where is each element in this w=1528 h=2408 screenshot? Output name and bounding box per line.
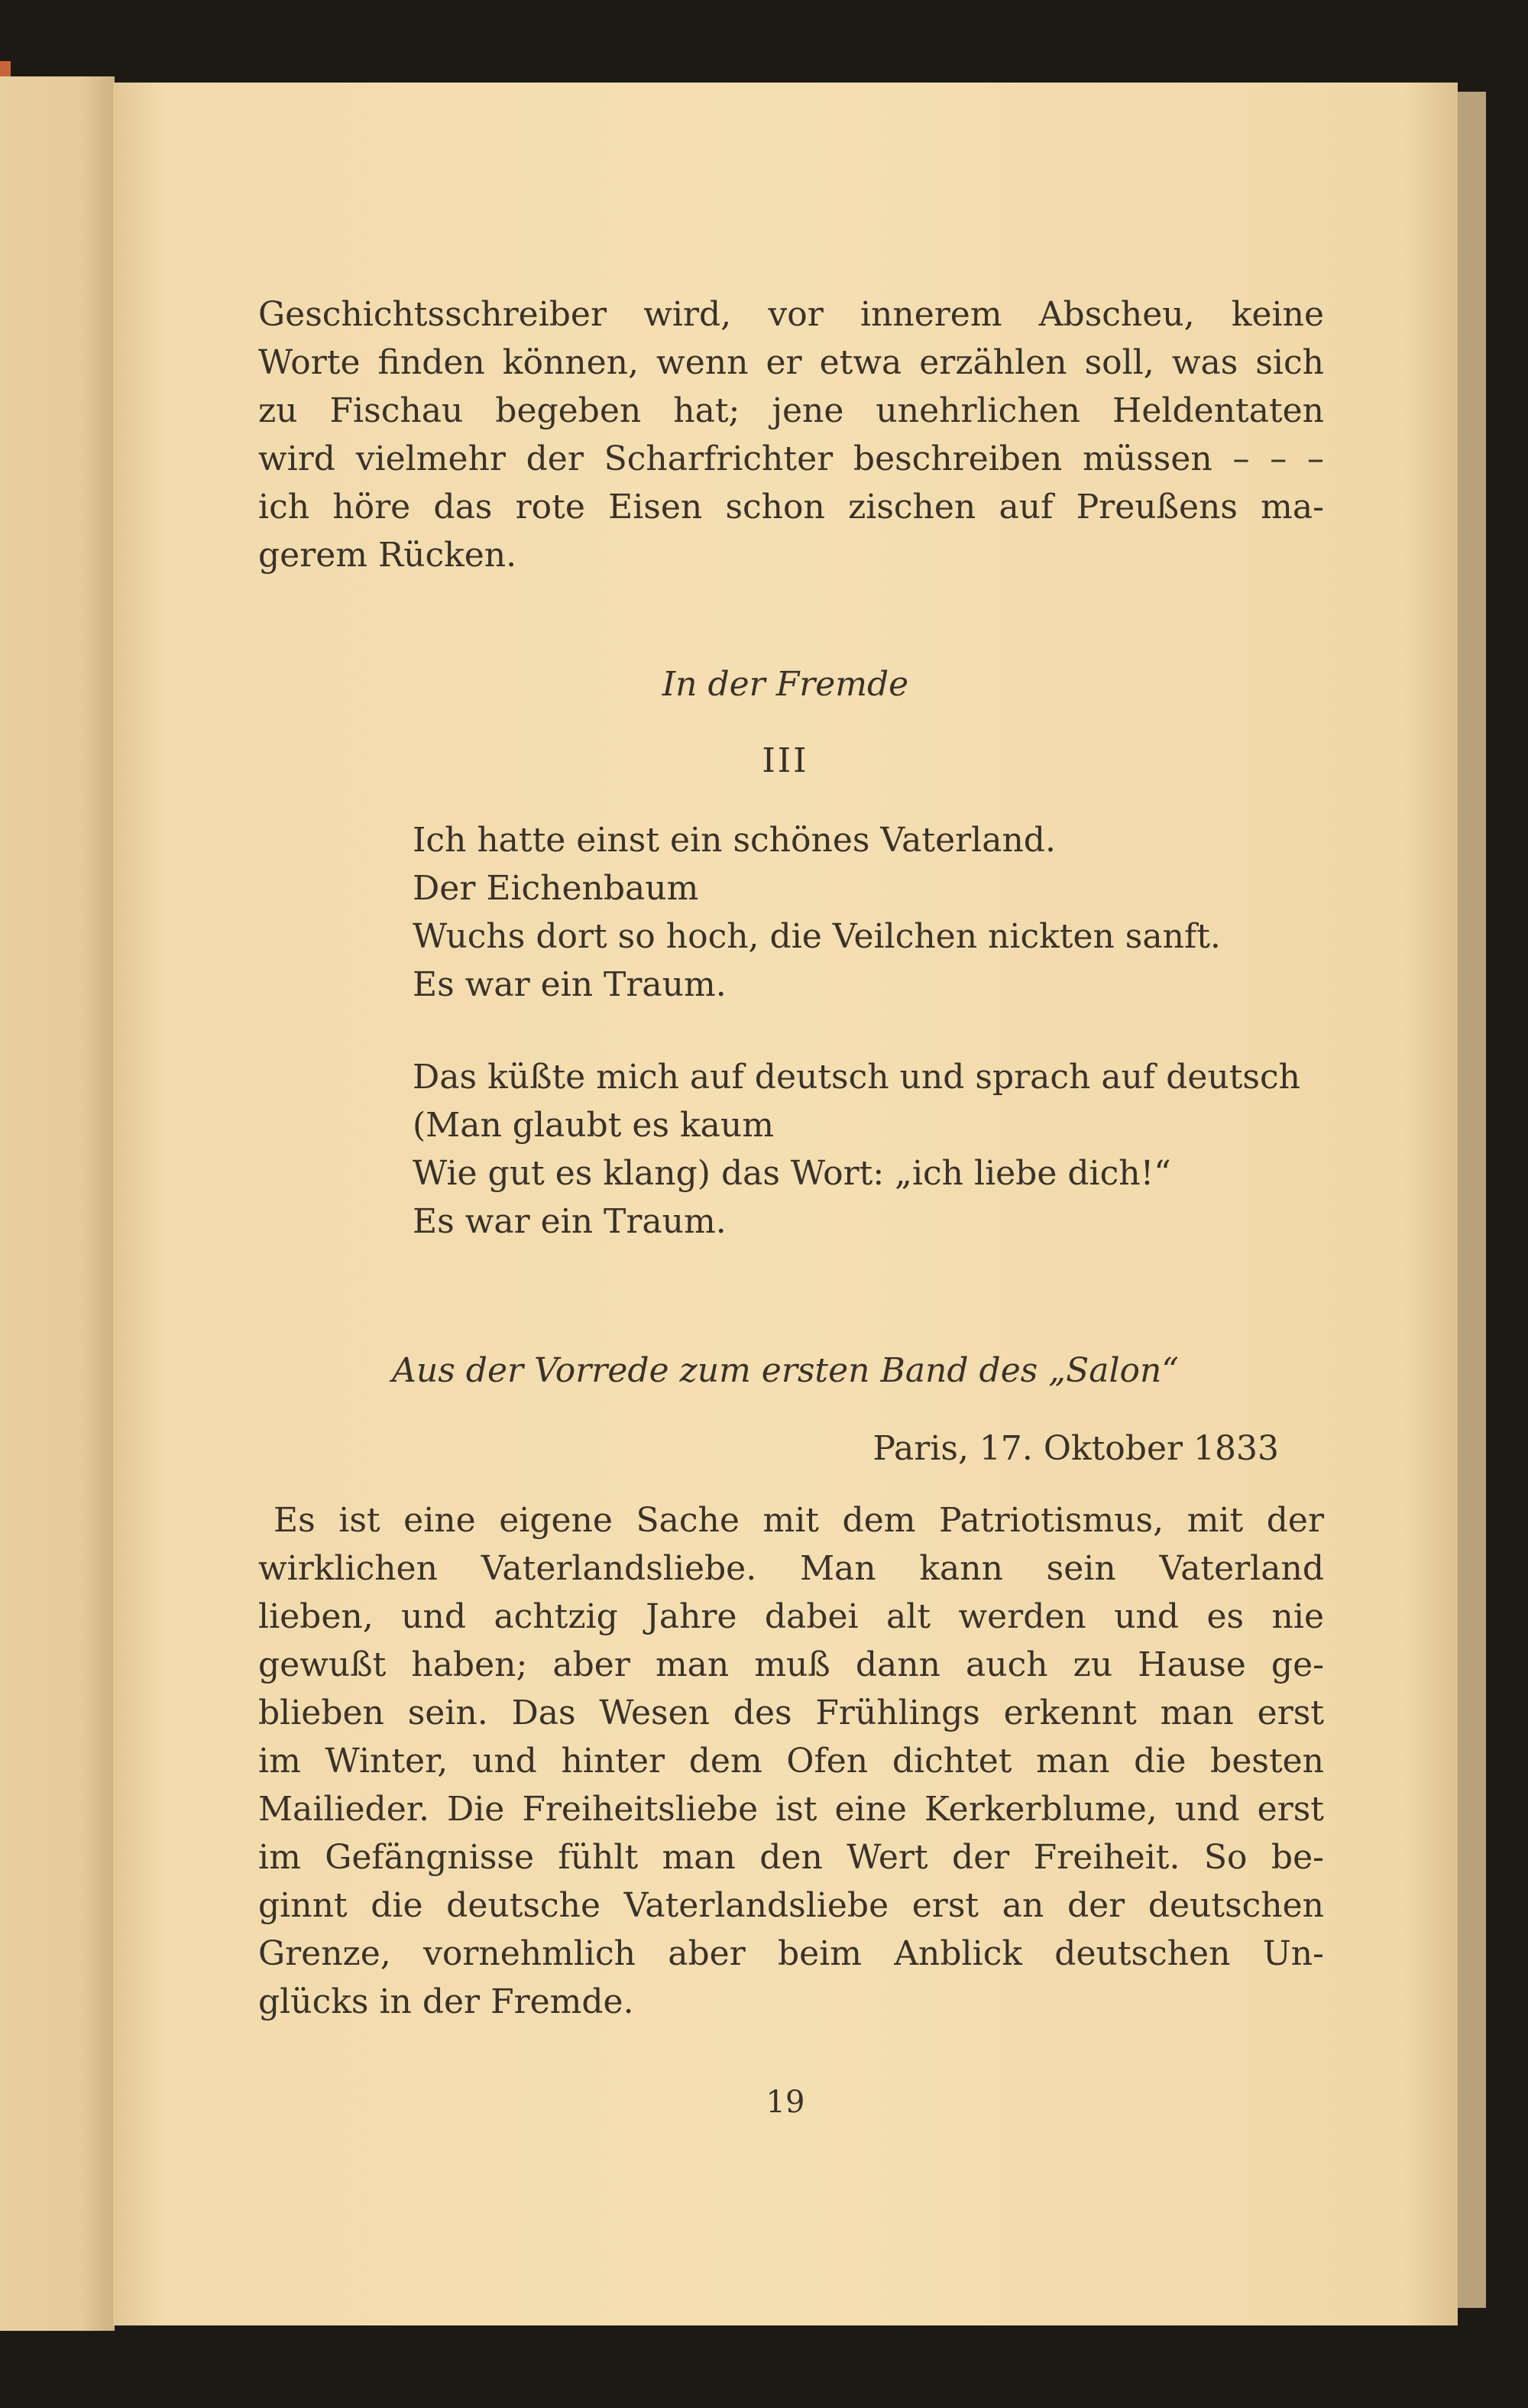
poem-stanza-2 (413, 1053, 1329, 1246)
text-line: ich höre das rote Eisen schon zischen auf Preußens ma- (258, 488, 1324, 527)
verse-line: Ich hatte einst ein schönes Vaterland. (413, 821, 1056, 860)
poem-title: In der Fremde (662, 665, 909, 704)
text-line: zu Fischau begeben hat; jene unehrlichen Heldentaten (258, 391, 1324, 430)
text-line: blieben sein. Das Wesen des Frühlings erkennt man erst (258, 1693, 1324, 1732)
verse-line: Wuchs dort so hoch, die Veilchen nickten sanft. (413, 917, 1221, 956)
page-number: 19 (766, 2085, 805, 2120)
text-line: Worte finden können, wenn er etwa erzählen soll, was sich (258, 343, 1324, 382)
text-line: Es ist eine eigene Sache mit dem Patriotismus, mit der (274, 1501, 1324, 1540)
text-line: Grenze, vornehmlich aber beim Anblick deutschen Un- (258, 1934, 1324, 1973)
preface-title: Aus der Vorrede zum ersten Band des „Salon“ (392, 1351, 1179, 1390)
verse-line: Das küßte mich auf deutsch und sprach auf deutsch (413, 1058, 1300, 1097)
facing-page-edge (0, 76, 115, 2331)
dateline: Paris, 17. Oktober 1833 (872, 1429, 1279, 1468)
page-stack-edge (1455, 92, 1486, 2308)
text-line: Geschichtsschreiber wird, vor innerem Abscheu, keine (258, 295, 1324, 334)
text-line: wird vielmehr der Scharfrichter beschreiben müssen – – – (258, 439, 1324, 478)
text-line: gerem Rücken. (258, 536, 517, 575)
book-page (113, 83, 1458, 2325)
poem-stanza-1 (413, 816, 1329, 1009)
verse-line: Der Eichenbaum (413, 869, 699, 908)
top-paragraph (258, 290, 1324, 579)
text-line: im Winter, und hinter dem Ofen dichtet man die besten (258, 1742, 1324, 1781)
text-line: ginnt die deutsche Vaterlandsliebe erst an der deutschen (258, 1886, 1324, 1925)
verse-line: Es war ein Traum. (413, 1202, 727, 1241)
text-line: wirklichen Vaterlandsliebe. Man kann sein Vaterland (258, 1549, 1324, 1588)
verse-line: (Man glaubt es kaum (413, 1106, 774, 1145)
text-line: Mailieder. Die Freiheitsliebe ist eine Kerkerblume, und erst (258, 1790, 1324, 1829)
text-line: im Gefängnisse fühlt man den Wert der Freiheit. So be- (258, 1838, 1324, 1877)
text-line: gewußt haben; aber man muß dann auch zu Hause ge- (258, 1645, 1324, 1684)
verse-line: Wie gut es klang) das Wort: „ich liebe dich!“ (413, 1154, 1171, 1193)
preface-paragraph (258, 1496, 1324, 2026)
text-line: glücks in der Fremde. (258, 1982, 634, 2021)
verse-line: Es war ein Traum. (413, 965, 727, 1004)
text-line: lieben, und achtzig Jahre dabei alt werden und es nie (258, 1597, 1324, 1636)
poem-number: III (762, 741, 809, 780)
